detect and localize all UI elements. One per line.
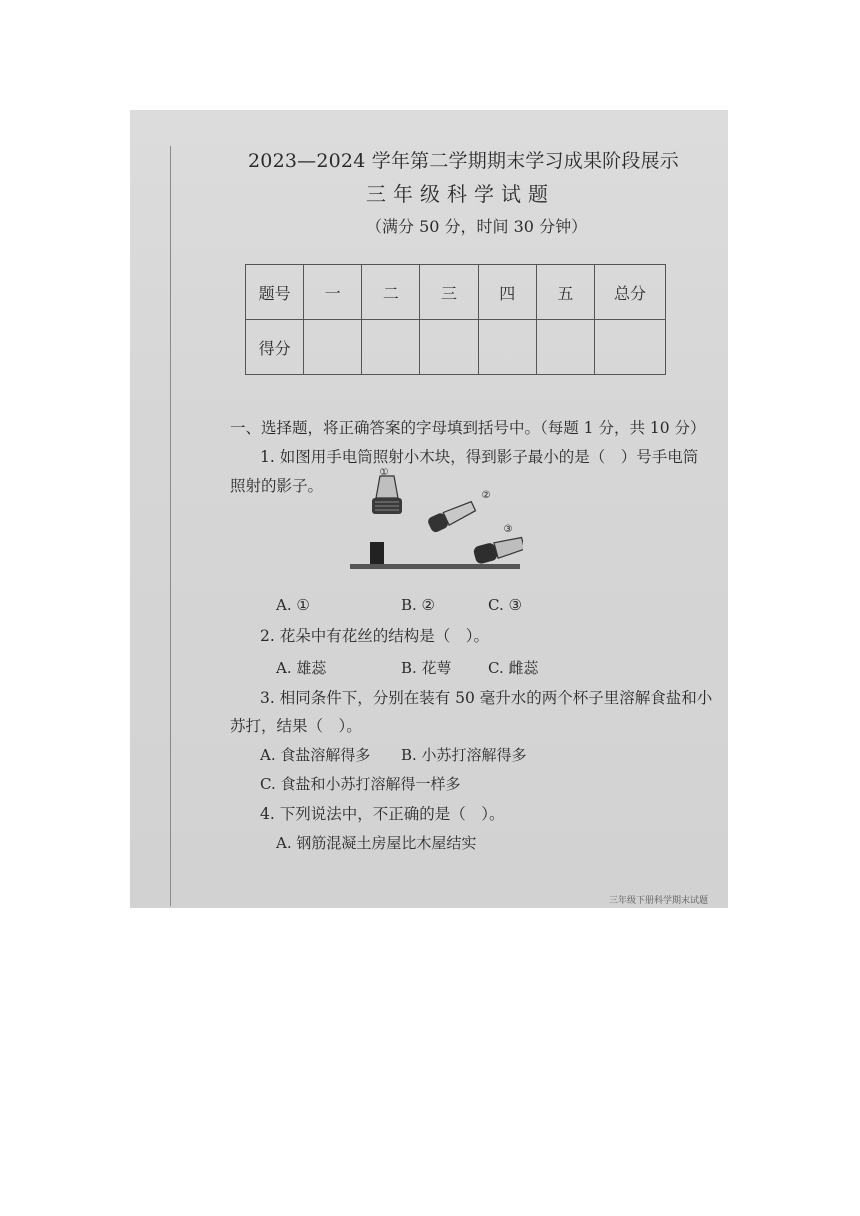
score-cell: 题号 — [246, 265, 304, 320]
flashlight-label-2: ② — [481, 490, 491, 501]
exam-paper — [130, 110, 728, 908]
q1-option-c: C. ③ — [488, 596, 522, 614]
flashlight-2-icon — [426, 499, 476, 534]
score-cell-blank — [478, 320, 536, 375]
score-cell: 二 — [362, 265, 420, 320]
exam-title: 2023—2024 学年第二学期期末学习成果阶段展示 — [248, 150, 679, 172]
score-table-header-row — [246, 265, 666, 320]
score-cell: 总分 — [595, 265, 666, 320]
exam-note: （满分 50 分，时间 30 分钟） — [366, 217, 588, 236]
score-cell: 一 — [304, 265, 362, 320]
score-cell: 五 — [536, 265, 594, 320]
wood-block-icon — [370, 542, 384, 564]
q2-option-c: C. 雌蕊 — [488, 659, 539, 677]
question-3-line2: 苏打，结果（ ）。 — [230, 717, 362, 735]
score-cell-blank — [595, 320, 666, 375]
flashlight-label-3: ③ — [503, 524, 513, 535]
score-cell-blank — [304, 320, 362, 375]
score-table-score-row — [246, 320, 666, 375]
score-cell: 三 — [420, 265, 478, 320]
q1-option-a: A. ① — [276, 596, 310, 614]
section-heading: 一、选择题，将正确答案的字母填到括号中。（每题 1 分，共 10 分） — [230, 419, 706, 437]
q3-option-b: B. 小苏打溶解得多 — [401, 746, 527, 764]
page-footer: 三年级下册科学期末试题 — [608, 896, 708, 906]
score-table — [245, 264, 666, 375]
question-3-line1: 3. 相同条件下，分别在装有 50 毫升水的两个杯子里溶解食盐和小 — [260, 689, 713, 707]
flashlight-3-icon — [472, 535, 523, 565]
question-2: 2. 花朵中有花丝的结构是（ ）。 — [260, 627, 489, 645]
score-cell-blank — [536, 320, 594, 375]
score-cell: 得分 — [246, 320, 304, 375]
score-cell-blank — [420, 320, 478, 375]
question-1-line2: 照射的影子。 — [230, 477, 324, 495]
exam-subtitle: 三年级科学试题 — [366, 182, 555, 206]
q2-option-b: B. 花萼 — [401, 659, 452, 677]
flashlight-1-icon — [372, 476, 402, 514]
flashlight-figure — [348, 468, 523, 574]
q2-option-a: A. 雄蕊 — [276, 659, 327, 677]
q3-option-c: C. 食盐和小苏打溶解得一样多 — [260, 775, 461, 793]
q1-option-b: B. ② — [401, 596, 436, 614]
score-cell-blank — [362, 320, 420, 375]
q3-option-a: A. 食盐溶解得多 — [260, 746, 371, 764]
question-1-line1: 1. 如图用手电筒照射小木块，得到影子最小的是（ ）号手电筒 — [260, 448, 699, 466]
q4-option-a: A. 钢筋混凝土房屋比木屋结实 — [276, 834, 477, 852]
flashlight-label-1: ① — [379, 468, 389, 478]
margin-line — [170, 146, 171, 906]
score-cell: 四 — [478, 265, 536, 320]
ground-line — [350, 564, 520, 569]
question-4: 4. 下列说法中，不正确的是（ ）。 — [260, 805, 505, 823]
